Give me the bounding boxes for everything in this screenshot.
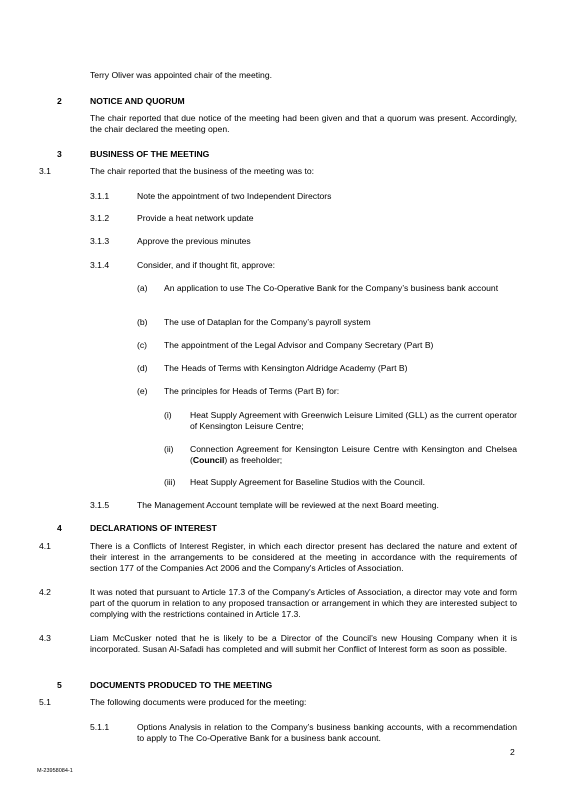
clause-3-1-3-number: 3.1.3 (90, 236, 110, 246)
clause-4-3-number: 4.3 (39, 633, 51, 643)
section-5-heading: DOCUMENTS PRODUCED TO THE MEETING (90, 680, 273, 690)
subitem-ii-text-start: Connection Agreement for Kensington Leisure Centre with Kensington and Chelsea ( (190, 444, 517, 465)
section-4-number: 4 (57, 523, 62, 533)
subitem-iii-label: (iii) (164, 477, 176, 487)
item-a-text: An application to use The Co-Operative Bank for the Company’s business bank account (164, 283, 499, 293)
clause-5-1-1-number: 5.1.1 (90, 722, 110, 732)
section-2-paragraph: The chair reported that due notice of the meeting had been given and that a quorum was present. Accordingly, the chair declared the meeting open. (90, 113, 517, 134)
item-b-label: (b) (137, 317, 148, 327)
clause-4-1-text: There is a Conflicts of Interest Register, in which each director present has declared the nature and extent of their interest in the arrangements to be considered at the meeting in accordance with the requirements of section 177 of the Companies Act 2006 and the Company's Articles of Association. (90, 541, 517, 573)
item-d-text: The Heads of Terms with Kensington Aldridge Academy (Part B) (164, 363, 408, 373)
section-2-heading: NOTICE AND QUORUM (90, 96, 185, 106)
clause-3-1-text: The chair reported that the business of the meeting was to: (90, 166, 315, 176)
item-b-text: The use of Dataplan for the Company’s payroll system (164, 317, 371, 327)
clause-4-3-text: Liam McCusker noted that he is likely to be a Director of the Council’s new Housing Company when it is incorporated. Susan Al-Safadi has completed and will submit her Conflict of Interest form as soon as possible. (90, 633, 517, 654)
clause-3-1-4-number: 3.1.4 (90, 260, 110, 270)
item-c-text: The appointment of the Legal Advisor and Company Secretary (Part B) (164, 340, 434, 350)
section-4-heading: DECLARATIONS OF INTEREST (90, 523, 217, 533)
subitem-ii-label: (ii) (164, 444, 174, 454)
clause-3-1-1-text: Note the appointment of two Independent Directors (137, 191, 332, 201)
document-reference: M-23958084-1 (37, 768, 73, 774)
clause-5-1-number: 5.1 (39, 697, 51, 707)
clause-3-1-2-text: Provide a heat network update (137, 213, 254, 223)
clause-3-1-3-text: Approve the previous minutes (137, 236, 251, 246)
council-defined-term: Council (192, 455, 225, 465)
clause-3-1-5-number: 3.1.5 (90, 500, 110, 510)
clause-3-1-1-number: 3.1.1 (90, 191, 110, 201)
clause-4-2-text: It was noted that pursuant to Article 17.3 of the Company's Articles of Association, a director may vote and form part of the quorum in relation to any proposed transaction or arrangement in which they are interested subject to complying with the restrictions contained in Article 17.3. (90, 587, 517, 619)
page-number: 2 (510, 747, 515, 757)
clause-4-2-number: 4.2 (39, 587, 51, 597)
subitem-iii-text: Heat Supply Agreement for Baseline Studios with the Council. (190, 477, 426, 487)
subitem-i-text: Heat Supply Agreement with Greenwich Leisure Limited (GLL) as the current operator of Kensington Leisure Centre; (190, 410, 517, 431)
clause-5-1-text: The following documents were produced for the meeting: (90, 697, 307, 707)
item-a-label: (a) (137, 283, 148, 293)
clause-5-1-1-text: Options Analysis in relation to the Company’s business banking accounts, with a recommendation to apply to The Co-Operative Bank for a business bank account. (137, 722, 517, 743)
item-e-text: The principles for Heads of Terms (Part B) for: (164, 386, 340, 396)
section-3-heading: BUSINESS OF THE MEETING (90, 149, 210, 159)
clause-3-1-4-text: Consider, and if thought fit, approve: (137, 260, 276, 270)
item-d-label: (d) (137, 363, 148, 373)
subitem-ii-text (190, 444, 517, 466)
section-2-number: 2 (57, 96, 62, 106)
item-e-label: (e) (137, 386, 148, 396)
section-3-number: 3 (57, 149, 62, 159)
intro-paragraph: Terry Oliver was appointed chair of the meeting. (90, 70, 272, 80)
clause-3-1-2-number: 3.1.2 (90, 213, 110, 223)
item-c-label: (c) (137, 340, 148, 350)
clause-3-1-5-text: The Management Account template will be reviewed at the next Board meeting. (137, 500, 439, 510)
subitem-i-label: (i) (164, 410, 172, 420)
clause-3-1-number: 3.1 (39, 166, 51, 176)
section-5-number: 5 (57, 680, 62, 690)
clause-4-1-number: 4.1 (39, 541, 51, 551)
subitem-ii-text-end: ) as freeholder; (224, 455, 283, 465)
